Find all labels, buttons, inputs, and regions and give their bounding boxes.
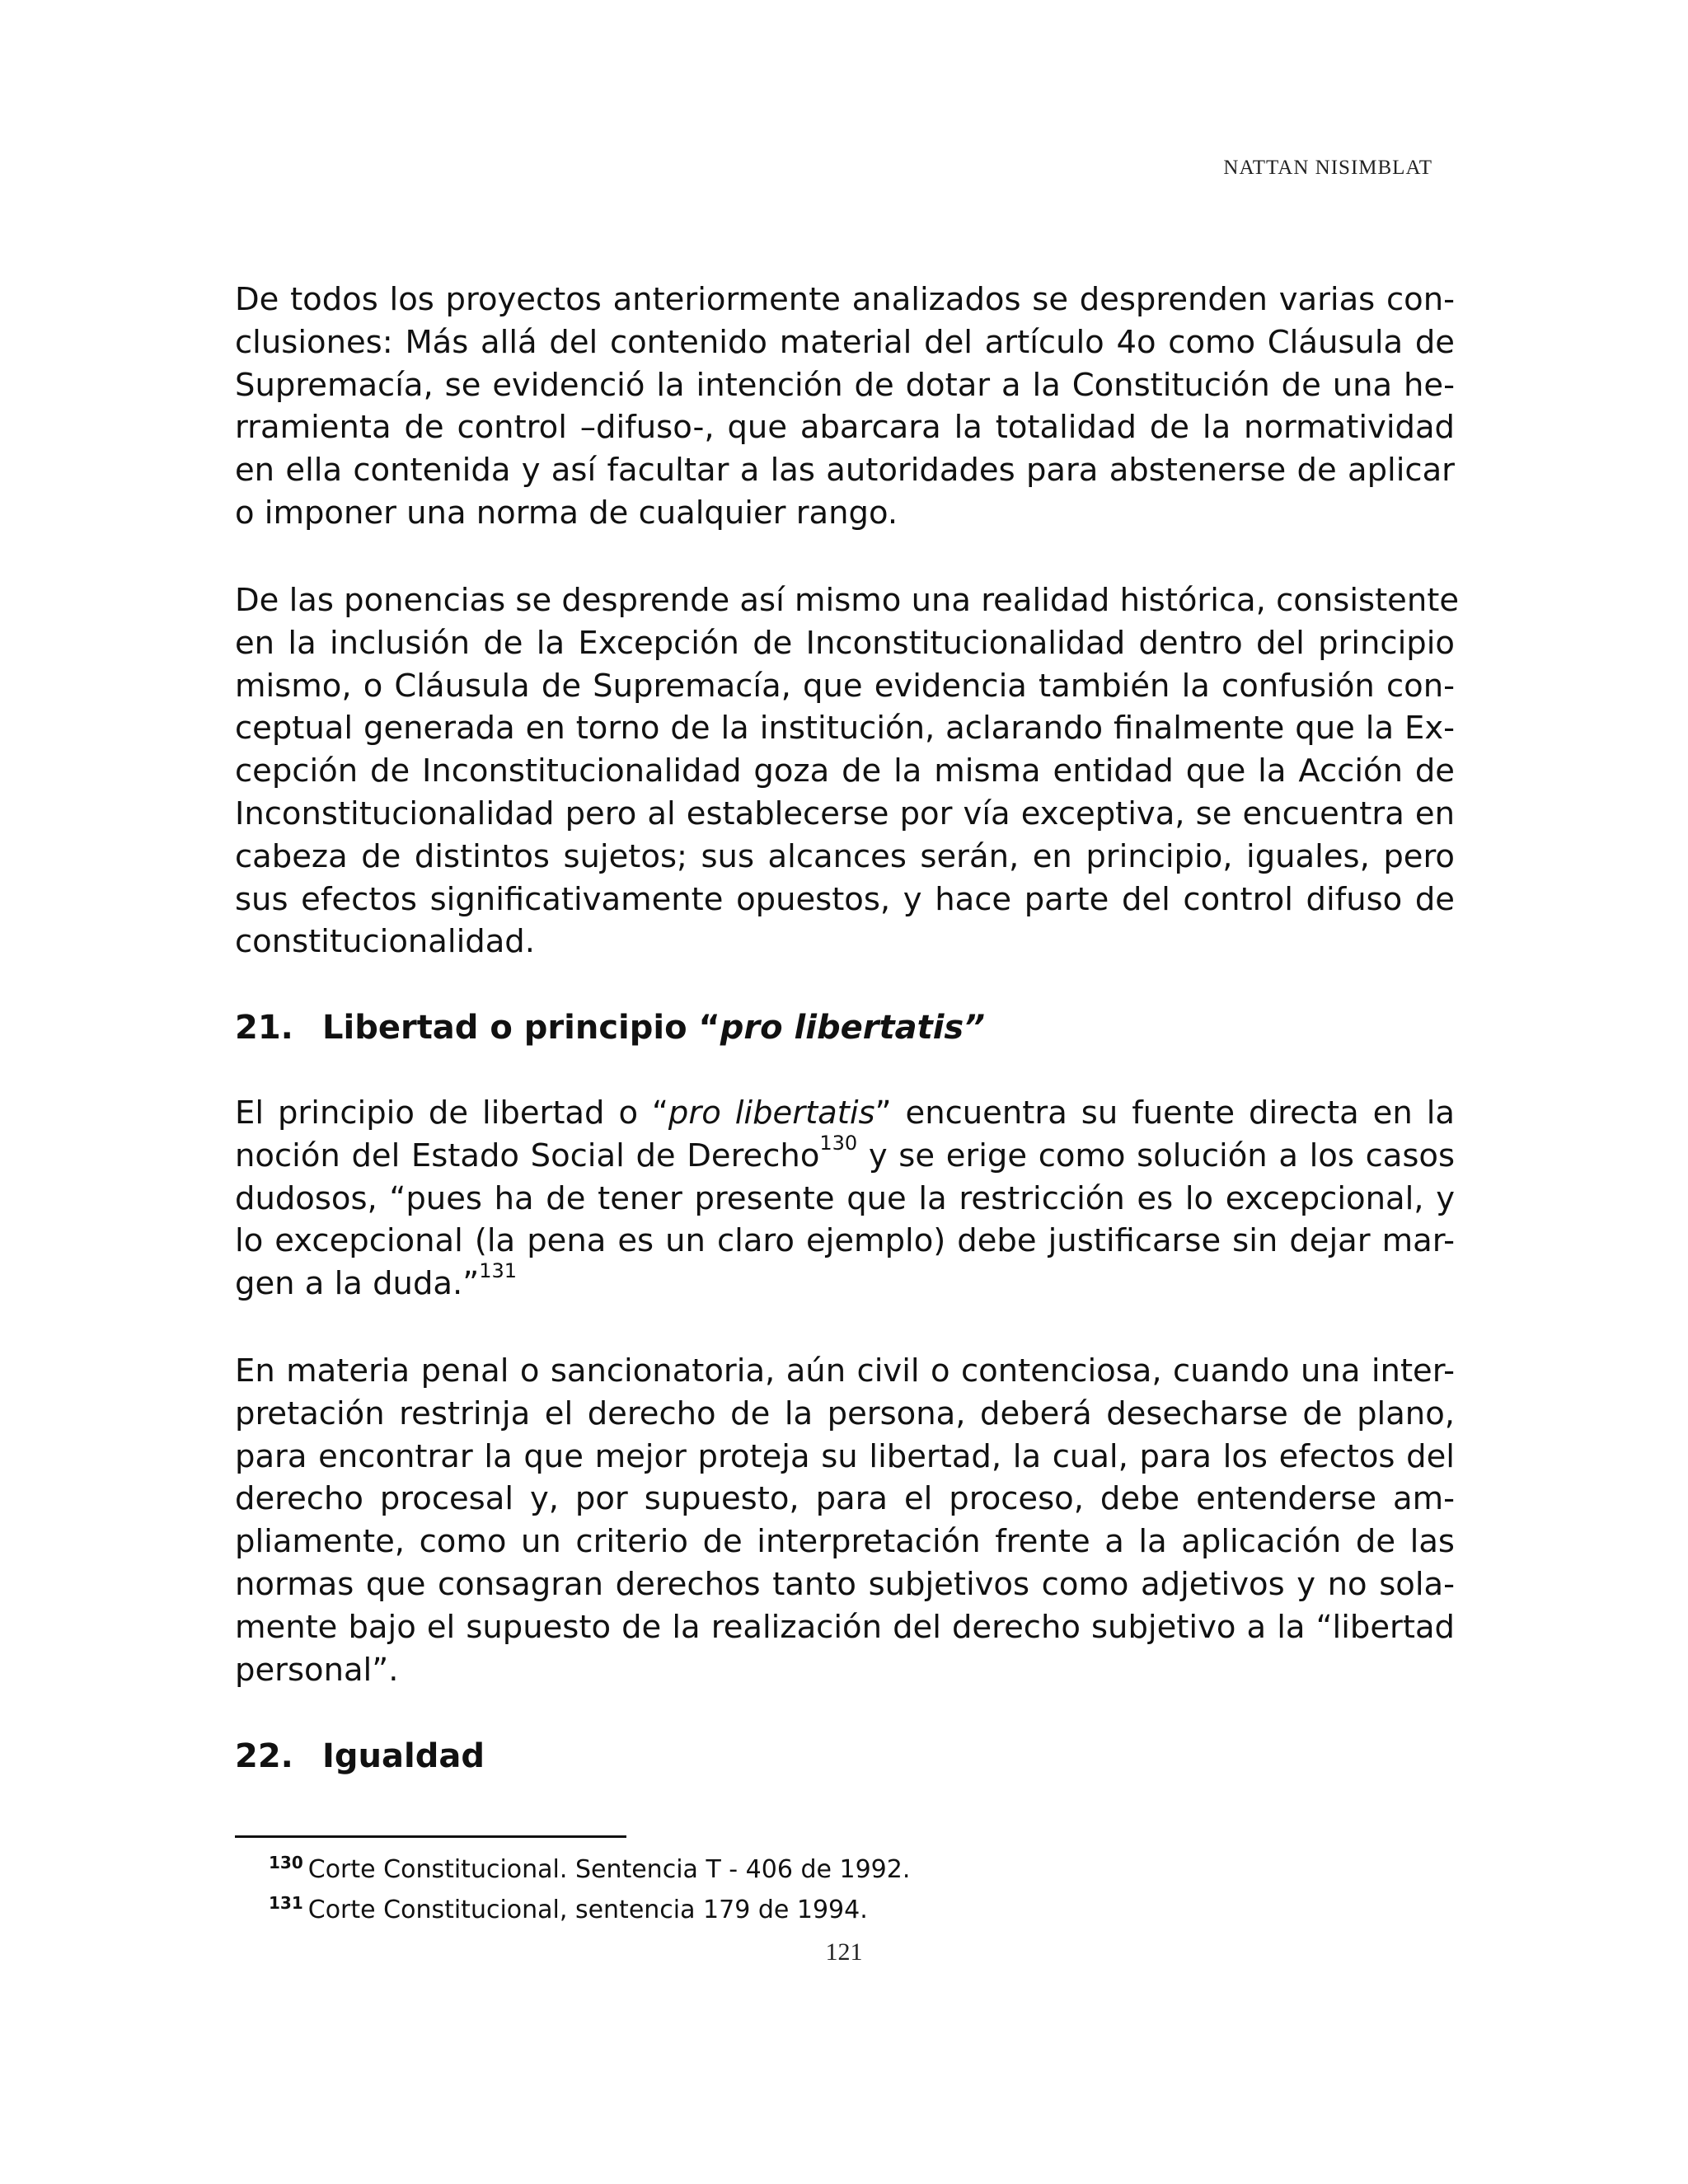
text-line: pretación restrinja el derecho de la persona, deberá desecharse de plano,	[235, 1394, 1455, 1432]
text-line: en la inclusión de la Excepción de Inconstitucionalidad dentro del principio	[235, 624, 1455, 662]
text-line: noción del Estado Social de Derecho$^{130}$ y se erige como solución a los casos	[235, 1131, 1455, 1174]
section-title: Igualdad	[322, 1737, 485, 1775]
text-line: De todos los proyectos anteriormente analizados se desprenden varias con-	[235, 281, 1455, 318]
text-line: ceptual generada en torno de la institución, aclarando finalmente que la Ex-	[235, 710, 1455, 748]
footnote-ref-130[interactable]: 130	[819, 1131, 858, 1155]
text-line: o imponer una norma de cualquier rango.	[235, 494, 898, 532]
text-line: rramienta de control –difuso-, que abarcara la totalidad de la normatividad	[235, 409, 1455, 447]
text-line: para encontrar la que mejor proteja su libertad, la cual, para los efectos del	[235, 1437, 1455, 1475]
text-line: derecho procesal y, por supuesto, para el proceso, debe entenderse am-	[235, 1480, 1455, 1518]
footnote-ref-131[interactable]: 131	[479, 1259, 517, 1283]
running-header-author: NATTAN NISIMBLAT	[1223, 157, 1432, 179]
text-line: gen a la duda.”$^{131}$	[235, 1259, 517, 1303]
paragraph-2	[235, 579, 1460, 963]
text-line: lo excepcional (la pena es un claro ejemplo) debe justificarse sin dejar mar-	[235, 1222, 1455, 1260]
paragraph-4	[235, 1350, 1455, 1691]
section-title: Libertad o principio “	[322, 1009, 720, 1047]
page-number: 121	[825, 1938, 863, 1966]
text-line: Supremacía, se evidenció la intención de dotar a la Constitución de una he-	[235, 366, 1455, 404]
section-number: 22.	[235, 1737, 293, 1775]
text-line: El principio de libertad o “pro libertatis” encuentra su fuente directa en la	[235, 1094, 1455, 1132]
text-line: cabeza de distintos sujetos; sus alcances serán, en principio, iguales, pero	[235, 837, 1455, 875]
section-title-italic: pro libertatis”	[720, 1009, 985, 1047]
text-line: sus efectos significativamente opuestos, y hace parte del control difuso de	[235, 880, 1455, 918]
text-line: constitucionalidad.	[235, 923, 535, 961]
footnote-mark: 130	[269, 1853, 303, 1872]
footnote-131	[269, 1886, 910, 1927]
text-line: normas que consagran derechos tanto subjetivos como adjetivos y no sola-	[235, 1565, 1455, 1603]
italic-term: pro libertatis	[668, 1094, 875, 1132]
footnote-text: Corte Constitucional, sentencia 179 de 1994.	[307, 1896, 868, 1924]
text-line: mente bajo el supuesto de la realización del derecho subjetivo a la “libertad	[235, 1608, 1455, 1646]
text-line: En materia penal o sancionatoria, aún civil o contenciosa, cuando una inter-	[235, 1352, 1455, 1390]
paragraph-3	[235, 1092, 1455, 1305]
text-line: en ella contenida y así facultar a las autoridades para abstenerse de aplicar	[235, 452, 1455, 490]
text-line: clusiones: Más allá del contenido material del artículo 4o como Cláusula de	[235, 323, 1455, 361]
section-heading-21	[235, 1007, 985, 1050]
text-line: personal”.	[235, 1651, 399, 1689]
text-line: dudosos, “pues ha de tener presente que la restricción es lo excepcional, y	[235, 1179, 1455, 1217]
text-line: De las ponencias se desprende así mismo una realidad histórica, consistente	[235, 582, 1460, 619]
paragraph-1	[235, 279, 1455, 535]
text-line: pliamente, como un criterio de interpretación frente a la aplicación de las	[235, 1523, 1455, 1561]
footnote-text: Corte Constitucional. Sentencia T - 406 de 1992.	[307, 1855, 911, 1884]
text-line: cepción de Inconstitucionalidad goza de la misma entidad que la Acción de	[235, 752, 1455, 790]
text-line: mismo, o Cláusula de Supremacía, que evidencia también la confusión con-	[235, 667, 1455, 705]
section-number: 21.	[235, 1009, 293, 1047]
footnote-130	[269, 1846, 910, 1886]
footnotes	[269, 1846, 910, 1927]
footnote-mark: 131	[269, 1893, 303, 1913]
text-line: Inconstitucionalidad pero al establecerse por vía exceptiva, se encuentra en	[235, 794, 1455, 832]
section-heading-22	[235, 1736, 485, 1779]
footnote-separator	[235, 1835, 626, 1838]
